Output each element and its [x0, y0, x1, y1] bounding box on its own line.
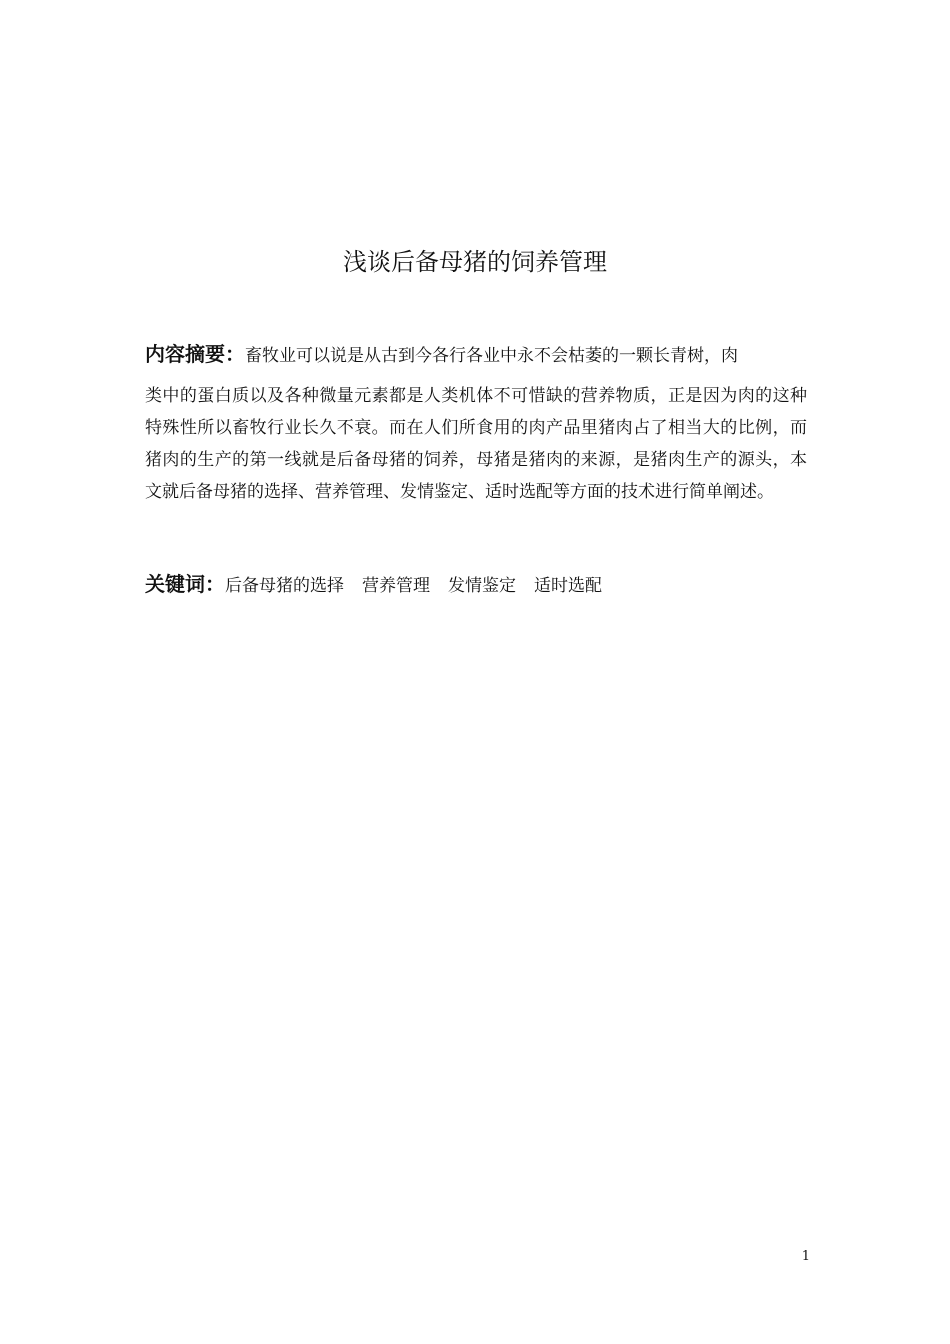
keyword-item: 适时选配	[534, 576, 602, 596]
keywords-label: 关键词：	[145, 572, 225, 596]
document-title: 浅谈后备母猪的饲养管理	[343, 248, 607, 276]
abstract-text-line1: 畜牧业可以说是从古到今各行各业中永不会枯萎的一颗长青树，肉	[245, 346, 738, 366]
keyword-item: 营养管理	[362, 576, 430, 596]
abstract-text-rest: 类中的蛋白质以及各种微量元素都是人类机体不可惜缺的营养物质，正是因为肉的这种特殊性所以畜牧行业长久不衰。而在人们所食用的肉产品里猪肉占了相当大的比例，而猪肉的生产的第一线就是后备母猪的饲养，母猪是猪肉的来源，是猪肉生产的源头，本文就后备母猪的选择、营养管理、发情鉴定、适时选配等方面的技术进行简单阐述。	[145, 386, 807, 502]
abstract-paragraph	[145, 338, 807, 508]
keyword-item: 发情鉴定	[448, 576, 516, 596]
keywords-line	[145, 568, 807, 602]
abstract-label: 内容摘要：	[145, 342, 245, 366]
abstract-first-line	[145, 338, 807, 380]
keyword-item: 后备母猪的选择	[225, 576, 344, 596]
page-number: 1	[801, 1249, 810, 1264]
